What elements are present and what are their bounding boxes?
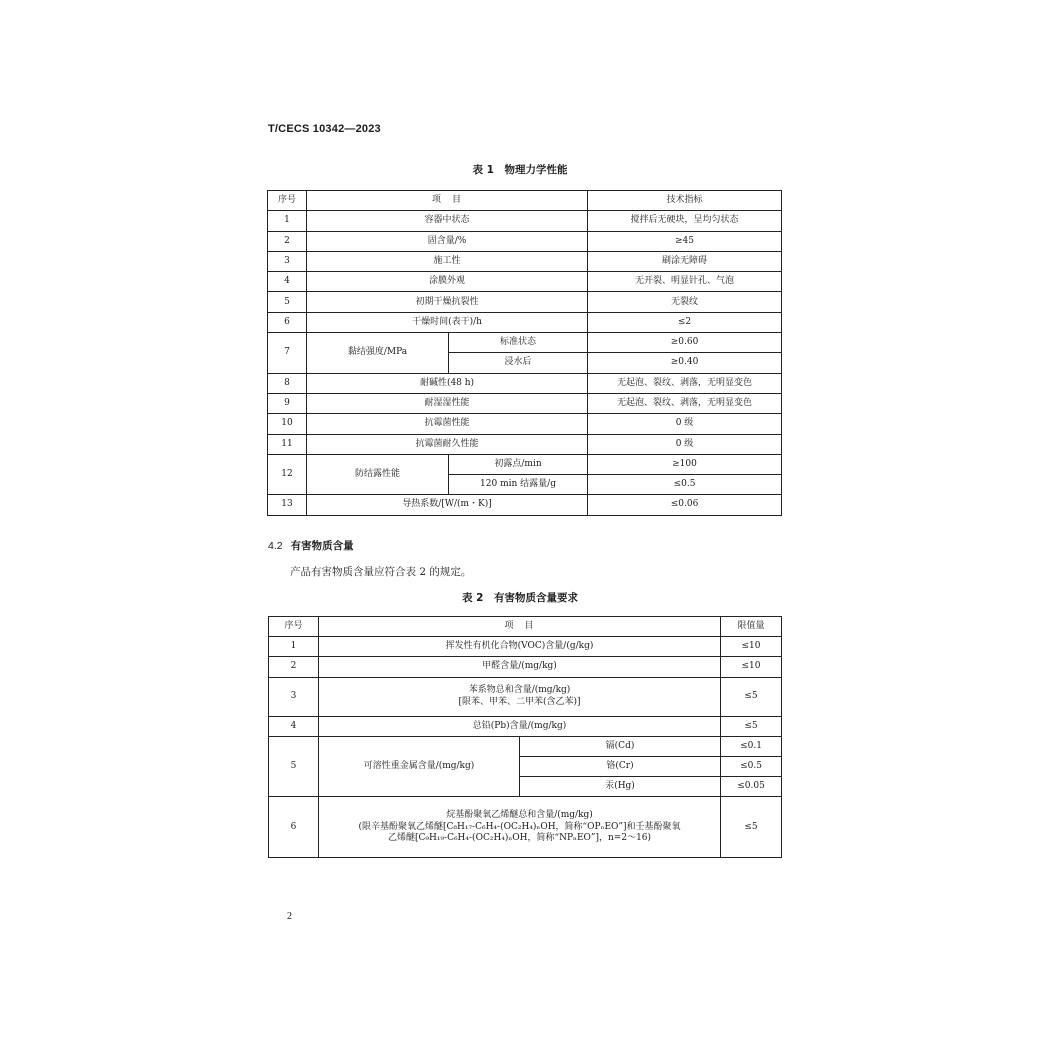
header-value: 技术指标 bbox=[588, 191, 782, 211]
row-no: 7 bbox=[268, 333, 307, 374]
row-value: 无开裂、明显针孔、气泡 bbox=[588, 272, 782, 292]
table-row bbox=[268, 272, 782, 292]
standard-code: T/CECS 10342—2023 bbox=[268, 123, 381, 135]
row-subitem: 120 min 结露量/g bbox=[449, 475, 588, 495]
table-row bbox=[269, 797, 782, 858]
row-item: 耐湿湿性能 bbox=[307, 393, 588, 413]
table-header-row bbox=[268, 191, 782, 211]
row-item: 抗霉菌耐久性能 bbox=[307, 434, 588, 454]
row-no: 5 bbox=[269, 736, 319, 797]
row-value: ≤0.06 bbox=[588, 495, 782, 515]
table2-caption: 表 2 有害物质含量要求 bbox=[462, 592, 578, 604]
row-value: 无起泡、裂纹、剥落，无明显变色 bbox=[588, 373, 782, 393]
row-item bbox=[319, 677, 721, 716]
table-row bbox=[269, 716, 782, 736]
table-row bbox=[268, 414, 782, 434]
row-item: 挥发性有机化合物(VOC)含量/(g/kg) bbox=[319, 637, 721, 657]
table1-caption: 表 1 物理力学性能 bbox=[472, 164, 568, 176]
row-item-line: (限辛基酚聚氧乙烯醚[C₈H₁₇-C₆H₄-(OC₂H₄)ₙOH，简称“OPₙEO”]和壬基酚聚氧 bbox=[358, 821, 681, 832]
row-no: 10 bbox=[268, 414, 307, 434]
row-item-line: 苯系物总和含量/(mg/kg) bbox=[468, 685, 571, 696]
header-item: 项 目 bbox=[307, 191, 588, 211]
row-no: 4 bbox=[269, 716, 319, 736]
table-row bbox=[268, 373, 782, 393]
table-row bbox=[268, 292, 782, 312]
row-no: 12 bbox=[268, 454, 307, 495]
row-value: ≤5 bbox=[721, 677, 782, 716]
row-value: ≤5 bbox=[721, 716, 782, 736]
row-item: 容器中状态 bbox=[307, 211, 588, 231]
row-value: 0 级 bbox=[588, 434, 782, 454]
section-paragraph: 产品有害物质含量应符合表 2 的规定。 bbox=[290, 566, 472, 578]
section-number: 4.2 bbox=[268, 540, 283, 552]
row-no: 6 bbox=[269, 797, 319, 858]
row-subitem: 标准状态 bbox=[449, 333, 588, 353]
row-item-line: 烷基酚聚氧乙烯醚总和含量/(mg/kg) bbox=[446, 810, 593, 821]
table-row bbox=[268, 231, 782, 251]
row-item: 耐碱性(48 h) bbox=[307, 373, 588, 393]
row-item bbox=[319, 797, 721, 858]
row-value: ≤0.5 bbox=[721, 756, 782, 776]
row-no: 1 bbox=[268, 211, 307, 231]
table1-physical-mechanical-properties bbox=[267, 190, 782, 516]
row-item: 干燥时间(表干)/h bbox=[307, 312, 588, 332]
row-item-line: 乙烯醚[C₉H₁₉-C₆H₄-(OC₂H₄)ₙOH，简称“NPₙEO”]，n=2～16) bbox=[387, 832, 652, 843]
row-value: 无起泡、裂纹、剥落，无明显变色 bbox=[588, 393, 782, 413]
row-item: 施工性 bbox=[307, 251, 588, 271]
row-item-line: [限苯、甲苯、二甲苯(含乙苯)] bbox=[458, 696, 581, 707]
row-no: 4 bbox=[268, 272, 307, 292]
header-no: 序号 bbox=[268, 191, 307, 211]
table-row bbox=[268, 454, 782, 474]
row-no: 13 bbox=[268, 495, 307, 515]
section-heading bbox=[268, 538, 354, 553]
header-value: 限值量 bbox=[721, 617, 782, 637]
table-row bbox=[268, 333, 782, 353]
table-row bbox=[269, 736, 782, 756]
row-no: 6 bbox=[268, 312, 307, 332]
row-item: 甲醛含量/(mg/kg) bbox=[319, 657, 721, 677]
table-row bbox=[268, 393, 782, 413]
header-item: 项 目 bbox=[319, 617, 721, 637]
table-row bbox=[268, 211, 782, 231]
row-item: 涂膜外观 bbox=[307, 272, 588, 292]
row-value: 刷涂无障碍 bbox=[588, 251, 782, 271]
row-item: 导热系数/[W/(m・K)] bbox=[307, 495, 588, 515]
table-header-row bbox=[269, 617, 782, 637]
section-title: 有害物质含量 bbox=[290, 540, 354, 552]
row-value: ≤5 bbox=[721, 797, 782, 858]
table-row bbox=[269, 637, 782, 657]
row-item: 固含量/% bbox=[307, 231, 588, 251]
row-no: 2 bbox=[269, 657, 319, 677]
row-no: 3 bbox=[269, 677, 319, 716]
row-item: 抗霉菌性能 bbox=[307, 414, 588, 434]
header-no: 序号 bbox=[269, 617, 319, 637]
row-no: 3 bbox=[268, 251, 307, 271]
row-no: 11 bbox=[268, 434, 307, 454]
row-value: ≤0.1 bbox=[721, 736, 782, 756]
table-row bbox=[268, 434, 782, 454]
row-value: ≥0.40 bbox=[588, 353, 782, 373]
row-subitem: 浸水后 bbox=[449, 353, 588, 373]
row-item: 初期干燥抗裂性 bbox=[307, 292, 588, 312]
row-value: ≥45 bbox=[588, 231, 782, 251]
row-subitem: 镉(Cd) bbox=[520, 736, 721, 756]
row-value: ≤10 bbox=[721, 657, 782, 677]
table-row bbox=[269, 677, 782, 716]
row-value: ≥0.60 bbox=[588, 333, 782, 353]
table-row bbox=[268, 312, 782, 332]
row-value: 无裂纹 bbox=[588, 292, 782, 312]
row-item: 总铅(Pb)含量/(mg/kg) bbox=[319, 716, 721, 736]
row-no: 2 bbox=[268, 231, 307, 251]
row-subitem: 汞(Hg) bbox=[520, 777, 721, 797]
row-no: 5 bbox=[268, 292, 307, 312]
table2-hazardous-substance-limits bbox=[268, 616, 782, 858]
row-no: 1 bbox=[269, 637, 319, 657]
row-item: 防结露性能 bbox=[307, 454, 449, 495]
table-row bbox=[269, 657, 782, 677]
row-no: 9 bbox=[268, 393, 307, 413]
row-subitem: 铬(Cr) bbox=[520, 756, 721, 776]
row-value: ≤0.5 bbox=[588, 475, 782, 495]
table-row bbox=[268, 251, 782, 271]
row-value: ≥100 bbox=[588, 454, 782, 474]
row-item: 可溶性重金属含量/(mg/kg) bbox=[319, 736, 520, 797]
row-no: 8 bbox=[268, 373, 307, 393]
row-value: 搅拌后无硬块，呈均匀状态 bbox=[588, 211, 782, 231]
row-value: ≤2 bbox=[588, 312, 782, 332]
row-subitem: 初露点/min bbox=[449, 454, 588, 474]
row-value: 0 级 bbox=[588, 414, 782, 434]
row-value: ≤0.05 bbox=[721, 777, 782, 797]
page-number: 2 bbox=[287, 911, 292, 922]
table-row bbox=[268, 495, 782, 515]
row-value: ≤10 bbox=[721, 637, 782, 657]
row-item: 黏结强度/MPa bbox=[307, 333, 449, 374]
